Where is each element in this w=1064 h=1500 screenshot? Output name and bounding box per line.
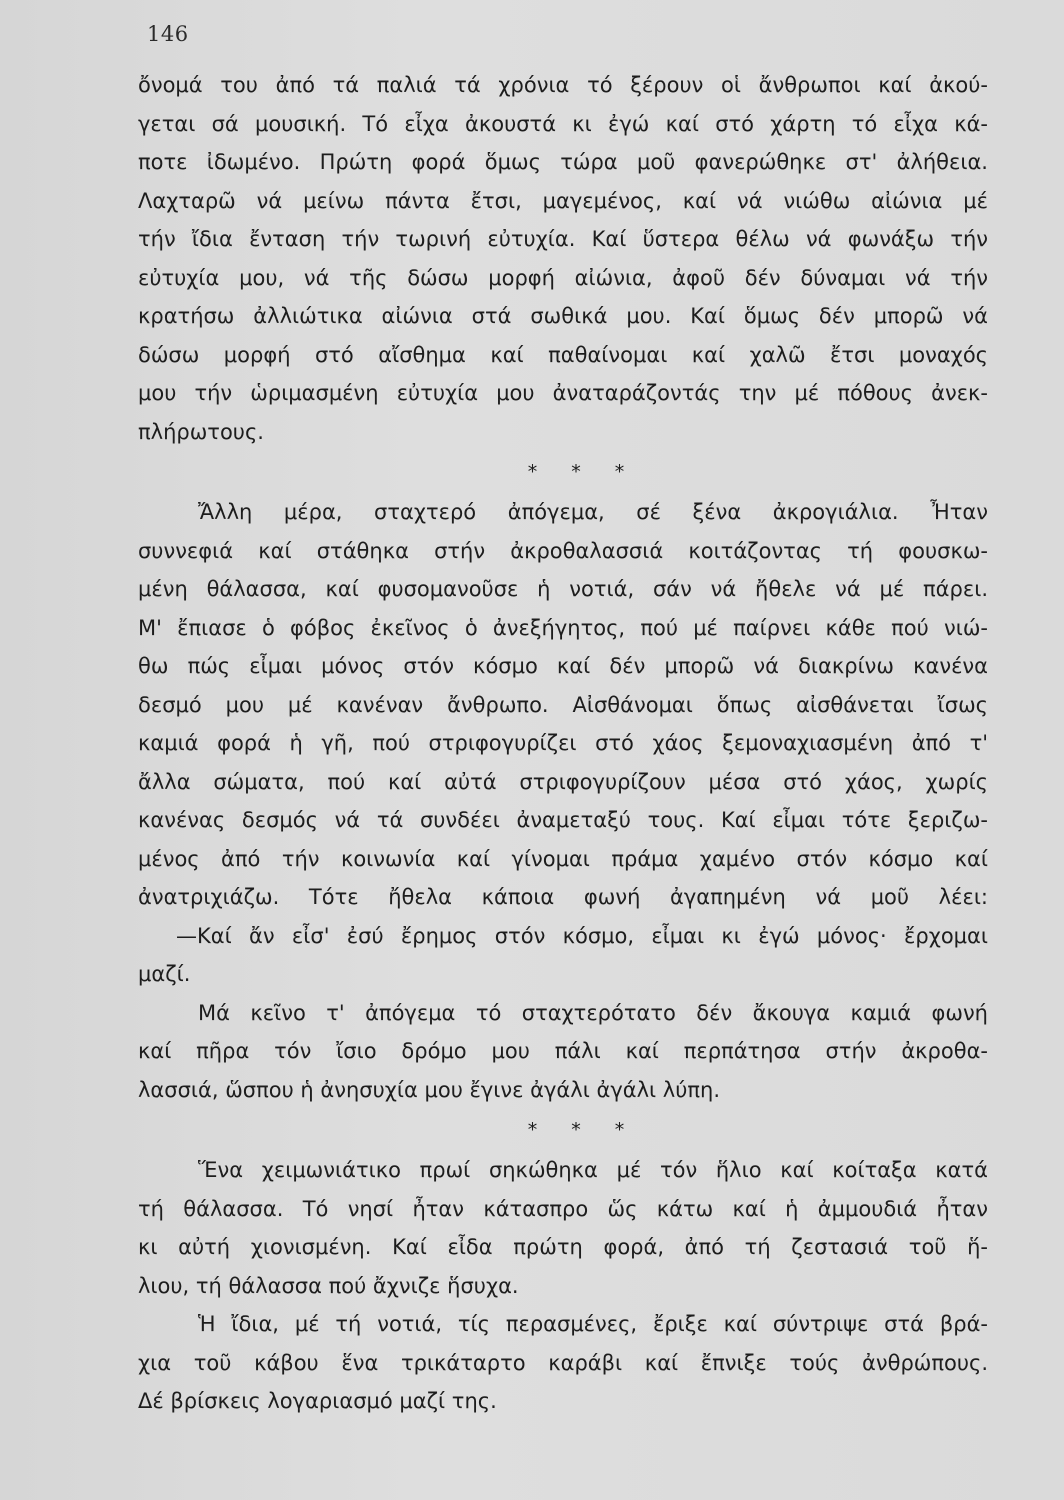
text-line: λασσιά, ὥσπου ἡ ἀνησυχία μου ἔγινε ἀγάλι ἀγάλι λύπη. xyxy=(138,1077,721,1102)
text-line: πλήρωτους. xyxy=(138,419,264,444)
text-line: θω πώς εἶμαι μόνος στόν κόσμο καί δέν μπορῶ νά διακρίνω κανένα xyxy=(138,654,988,678)
page-number: 146 xyxy=(147,22,189,46)
separator-star: * xyxy=(571,1119,595,1141)
text-line: Ἄλλη μέρα, σταχτερό ἀπόγεμα, σέ ξένα ἀκρογιάλια. Ἦταν xyxy=(198,500,988,524)
text-line: μένη θάλασσα, καί φυσομανοῦσε ἡ νοτιά, σάν νά ἤθελε νά μέ πάρει. xyxy=(138,577,988,601)
text-line: ποτε ἰδωμένο. Πρώτη φορά ὅμως τώρα μοῦ φανερώθηκε στ' ἀλήθεια. xyxy=(138,150,988,174)
separator-star: * xyxy=(527,1119,552,1141)
separator-star: * xyxy=(527,461,552,483)
text-line: δεσμό μου μέ κανέναν ἄνθρωπο. Αἰσθάνομαι ὅπως αἰσθάνεται ἴσως xyxy=(138,692,988,717)
text-line: Μά κεῖνο τ' ἀπόγεμα τό σταχτερότατο δέν ἄκουγα καμιά φωνή xyxy=(198,1000,988,1025)
text-line: ἄλλα σώματα, πού καί αὐτά στριφογυρίζουν μέσα στό χάος, χωρίς xyxy=(138,769,988,794)
text-line: λιου, τή θάλασσα πού ἄχνιζε ἥσυχα. xyxy=(138,1273,519,1298)
text-line: μου τήν ὡριμασμένη εὐτυχία μου ἀναταράζοντάς την μέ πόθους ἀνεκ- xyxy=(138,381,988,405)
text-line: κανένας δεσμός νά τά συνδέει ἀναμεταξύ τους. Καί εἶμαι τότε ξεριζω- xyxy=(138,808,988,832)
separator-star: * xyxy=(614,461,639,483)
text-line: τήν ἴδια ἔνταση τήν τωρινή εὐτυχία. Καί ὕστερα θέλω νά φωνάξω τήν xyxy=(138,227,988,251)
separator-star: * xyxy=(571,461,595,483)
text-line: καί πῆρα τόν ἴσιο δρόμο μου πάλι καί περπάτησα στήν ἀκροθα- xyxy=(138,1039,988,1063)
text-block-top xyxy=(138,66,988,1421)
text-line: ὄνομά του ἀπό τά παλιά τά χρόνια τό ξέρουν οἱ ἄνθρωποι καί ἀκού- xyxy=(138,73,988,97)
text-line: μένος ἀπό τήν κοινωνία καί γίνομαι πράμα χαμένο στόν κόσμο καί xyxy=(138,846,988,871)
text-line: εὐτυχία μου, νά τῆς δώσω μορφή αἰώνια, ἀφοῦ δέν δύναμαι νά τήν xyxy=(138,265,988,290)
text-line: μαζί. xyxy=(138,962,191,986)
text-line: Λαχταρῶ νά μείνω πάντα ἔτσι, μαγεμένος, καί νά νιώθω αἰώνια μέ xyxy=(138,188,988,213)
text-line: ἀνατριχιάζω. Τότε ἤθελα κάποια φωνή ἀγαπημένη νά μοῦ λέει: xyxy=(138,885,988,909)
text-line: χια τοῦ κάβου ἕνα τρικάταρτο καράβι καί ἔπνιξε τούς ἀνθρώπους. xyxy=(138,1350,988,1375)
text-line: —Καί ἄν εἶσ' ἐσύ ἔρημος στόν κόσμο, εἶμαι κι ἐγώ μόνος· ἔρχομαι xyxy=(176,923,988,948)
text-line: συννεφιά καί στάθηκα στήν ἀκροθαλασσιά κοιτάζοντας τή φουσκω- xyxy=(138,538,988,563)
text-line: κρατήσω ἀλλιώτικα αἰώνια στά σωθικά μου. Καί ὅμως δέν μπορῶ νά xyxy=(138,304,988,328)
text-line: Ἡ ἴδια, μέ τή νοτιά, τίς περασμένες, ἔριξε καί σύντριψε στά βρά- xyxy=(198,1312,988,1336)
text-line: δώσω μορφή στό αἴσθημα καί παθαίνομαι καί χαλῶ ἔτσι μοναχός xyxy=(138,342,988,367)
section-separator xyxy=(138,1109,988,1151)
text-line: τή θάλασσα. Τό νησί ἦταν κάτασπρο ὥς κάτω καί ἡ ἀμμουδιά ἦταν xyxy=(138,1196,988,1221)
text-line: Μ' ἔπιασε ὁ φόβος ἐκεῖνος ὁ ἀνεξήγητος, πού μέ παίρνει κάθε πού νιώ- xyxy=(138,615,988,640)
text-line: Δέ βρίσκεις λογαριασμό μαζί της. xyxy=(138,1389,497,1413)
text-line: καμιά φορά ἡ γῆ, πού στριφογυρίζει στό χάος ξεμοναχιασμένη ἀπό τ' xyxy=(138,731,988,755)
text-line: Ἕνα χειμωνιάτικο πρωί σηκώθηκα μέ τόν ἥλιο καί κοίταξα κατά xyxy=(198,1158,988,1182)
text-line: κι αὐτή χιονισμένη. Καί εἶδα πρώτη φορά, ἀπό τή ζεστασιά τοῦ ἥ- xyxy=(138,1235,988,1259)
separator-star: * xyxy=(614,1119,639,1141)
text-line: γεται σά μουσική. Τό εἶχα ἀκουστά κι ἐγώ καί στό χάρτη τό εἶχα κά- xyxy=(138,111,988,136)
section-separator xyxy=(138,451,988,493)
